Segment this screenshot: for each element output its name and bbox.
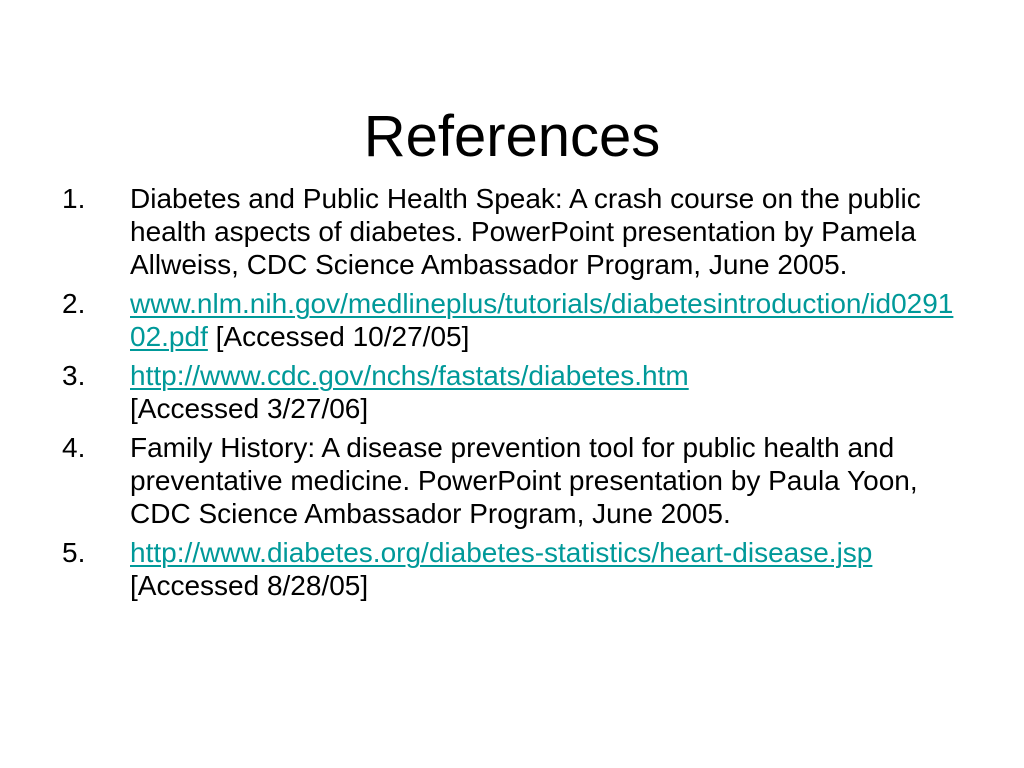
reference-number: 4. bbox=[62, 432, 86, 463]
reference-item-4 bbox=[62, 431, 962, 530]
reference-body bbox=[130, 182, 962, 281]
reference-link[interactable]: http://www.diabetes.org/diabetes-statistics/heart-disease.jsp bbox=[130, 537, 873, 568]
reference-item-3 bbox=[62, 359, 962, 425]
reference-accessed-date: [Accessed 3/27/06] bbox=[130, 393, 369, 424]
reference-item-1 bbox=[62, 182, 962, 281]
reference-accessed-date: [Accessed 10/27/05] bbox=[215, 321, 470, 352]
reference-link[interactable]: www.nlm.nih.gov/medlineplus/tutorials/diabetesintroduction/id029102.pdf bbox=[130, 288, 954, 352]
reference-number: 2. bbox=[62, 288, 86, 319]
reference-body bbox=[130, 431, 962, 530]
reference-accessed-date: [Accessed 8/28/05] bbox=[130, 570, 369, 601]
reference-number: 5. bbox=[62, 537, 86, 568]
reference-link[interactable]: http://www.cdc.gov/nchs/fastats/diabetes.htm bbox=[130, 360, 689, 391]
reference-body bbox=[130, 359, 962, 425]
slide-title: References bbox=[363, 103, 661, 169]
reference-number: 3. bbox=[62, 360, 86, 391]
reference-body bbox=[130, 287, 962, 353]
reference-list bbox=[62, 182, 962, 608]
reference-text: Diabetes and Public Health Speak: A crash course on the public health aspects of diabetes. PowerPoint presentation by Pamela Allweiss, CDC Science Ambassador Program, June 2005. bbox=[130, 183, 921, 280]
reference-item-2 bbox=[62, 287, 962, 353]
reference-number: 1. bbox=[62, 183, 86, 214]
reference-body bbox=[130, 536, 962, 602]
reference-text: Family History: A disease prevention tool for public health and preventative medicine. PowerPoint presentation by Paula Yoon, CDC Science Ambassador Program, June 2005. bbox=[130, 432, 918, 529]
reference-item-5 bbox=[62, 536, 962, 602]
